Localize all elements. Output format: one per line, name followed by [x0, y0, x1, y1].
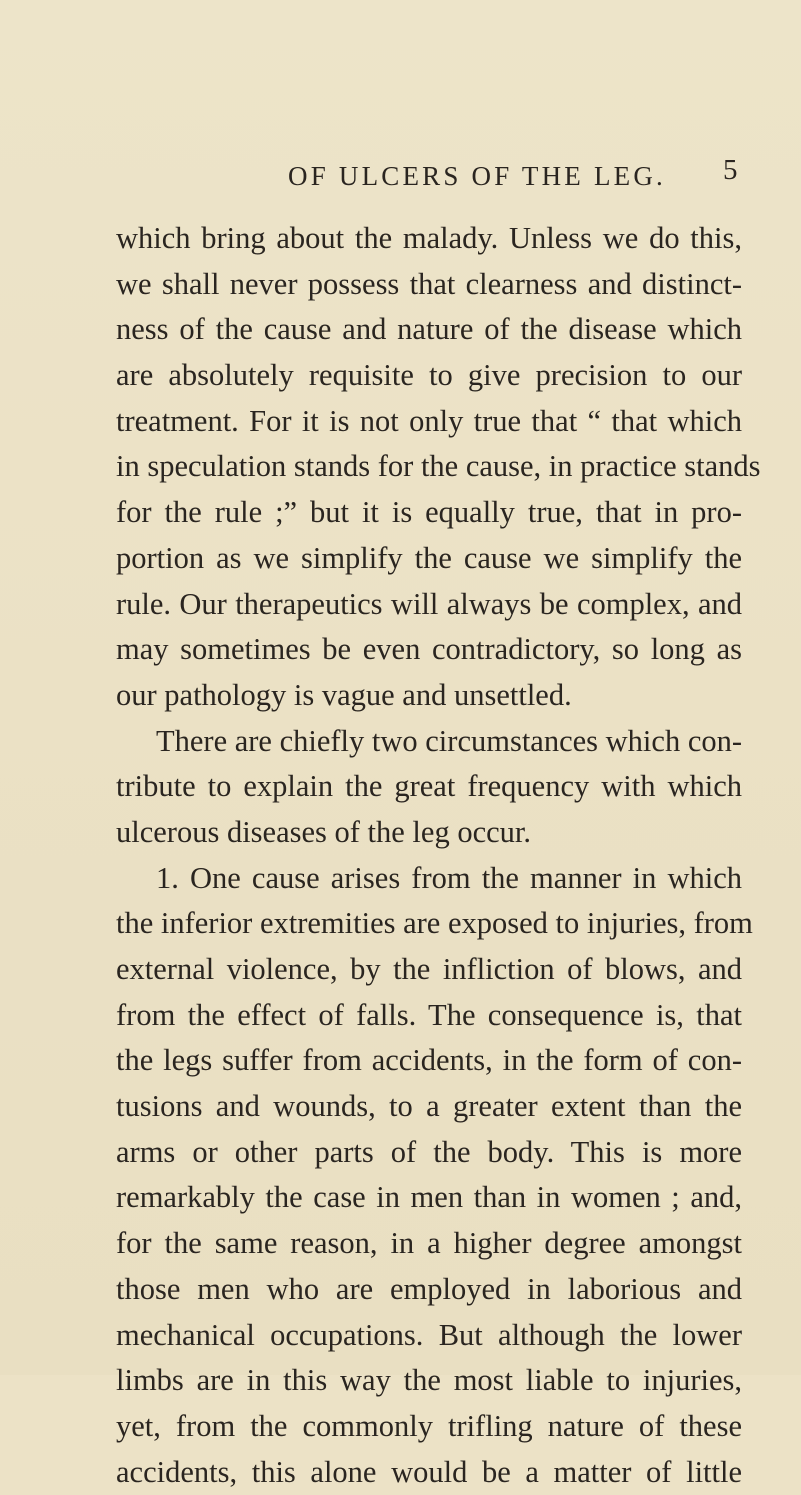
text-line: external violence, by the infliction of blows, and [116, 952, 742, 986]
text-line: in speculation stands for the cause, in practice stands [116, 449, 761, 484]
text-line: which bring about the malady. Unless we do this, [116, 221, 742, 255]
text-line: for the rule ;” but it is equally true, that in pro- [116, 495, 742, 530]
running-title: OF ULCERS OF THE LEG. [288, 161, 666, 191]
text-line: the inferior extremities are exposed to injuries, from [116, 906, 753, 941]
text-line: mechanical occupations. But although the lower [116, 1317, 742, 1352]
text-line: yet, from the commonly trifling nature of these [116, 1408, 742, 1443]
text-line: our pathology is vague and unsettled. [116, 677, 572, 712]
text-line: those men who are employed in laborious and [116, 1271, 742, 1306]
text-line: There are chiefly two circumstances which con- [156, 723, 743, 758]
text-line: we shall never possess that clearness and distinct- [116, 266, 742, 301]
text-line: are absolutely requisite to give precision to our [116, 358, 742, 393]
text-line: tusions and wounds, to a greater extent than the [116, 1089, 742, 1124]
page-number: 5 [723, 154, 738, 186]
text-line: 1. One cause arises from the manner in which [156, 860, 742, 895]
text-line: from the effect of falls. The consequence is, that [116, 997, 742, 1032]
text-line: limbs are in this way the most liable to injuries, [116, 1363, 742, 1398]
body-text [116, 216, 761, 1495]
text-line: tribute to explain the great frequency with which [116, 769, 742, 804]
text-line: rule. Our therapeutics will always be complex, and [116, 586, 742, 621]
text-line: ulcerous diseases of the leg occur. [116, 814, 531, 849]
text-line: remarkably the case in men than in women ; and, [116, 1180, 742, 1215]
text-line: may sometimes be even contradictory, so long as [116, 632, 742, 667]
text-line: for the same reason, in a higher degree amongst [116, 1226, 742, 1261]
text-line: ness of the cause and nature of the disease which [116, 312, 742, 347]
text-line: the legs suffer from accidents, in the form of con- [116, 1043, 742, 1078]
text-line: arms or other parts of the body. This is more [116, 1134, 742, 1169]
text-line: portion as we simplify the cause we simplify the [116, 540, 742, 575]
running-head [0, 156, 801, 196]
text-line: accidents, this alone would be a matter of little [116, 1454, 742, 1489]
text-line: treatment. For it is not only true that “ that which [116, 403, 742, 438]
